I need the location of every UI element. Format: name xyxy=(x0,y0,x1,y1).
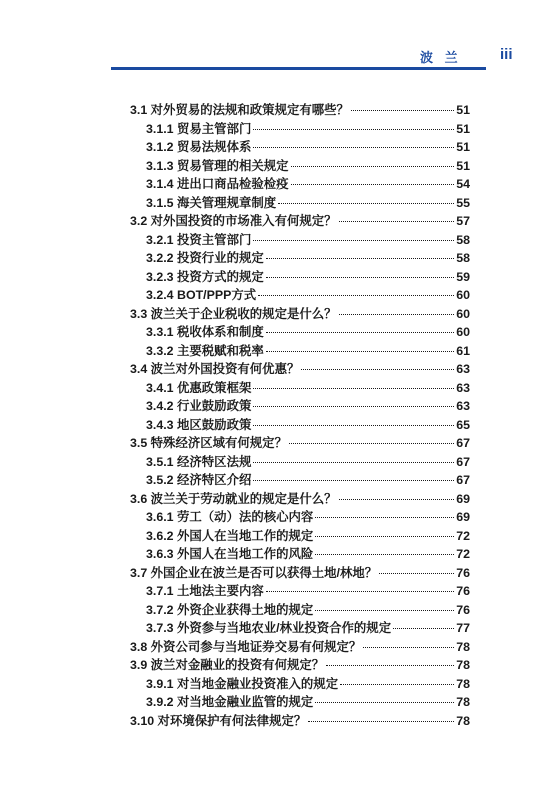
toc-entry-title: 3.2 对外国投资的市场准入有何规定？ xyxy=(130,214,337,228)
toc-entry-title: 3.1.1 贸易主管部门 xyxy=(146,121,252,136)
toc-subsection-entry xyxy=(130,267,470,286)
toc-entry-page: 55 xyxy=(456,195,470,210)
toc-subsection-entry xyxy=(130,544,470,563)
toc-section-entry xyxy=(130,563,470,582)
toc-subsection-entry xyxy=(130,470,470,489)
toc-entry-title: 3.2.3 投资方式的规定 xyxy=(146,269,264,284)
toc-entry-page: 51 xyxy=(456,103,470,117)
toc-entry-title: 3.4.1 优惠政策框架 xyxy=(146,380,252,395)
toc-entry-page: 63 xyxy=(456,399,470,413)
toc-entry-page: 78 xyxy=(456,713,470,728)
toc-entry-title: 3.2.2 投资行业的规定 xyxy=(146,251,264,265)
toc-entry-title: 3.8 外资公司参与当地证券交易有何规定？ xyxy=(130,639,362,654)
toc-section-entry xyxy=(130,211,470,230)
toc-entry-title: 3.7.3 外资参与当地农业/林业投资合作的规定 xyxy=(146,621,392,635)
toc-entry-title: 3.2.1 投资主管部门 xyxy=(146,232,252,247)
toc-entry-title: 3.4.3 地区鼓励政策 xyxy=(146,417,252,432)
toc-dot-leader xyxy=(253,480,454,481)
toc-entry-page: 78 xyxy=(456,695,470,709)
toc-dot-leader xyxy=(326,665,454,666)
toc-entry-page: 69 xyxy=(456,491,470,506)
toc-entry-page: 60 xyxy=(456,325,470,339)
toc-entry-page: 51 xyxy=(456,121,470,136)
toc-entry-title: 3.5.2 经济特区介绍 xyxy=(146,473,252,487)
toc-entry-page: 60 xyxy=(456,306,470,321)
toc-subsection-entry xyxy=(130,322,470,341)
toc-entry-page: 78 xyxy=(456,639,470,654)
toc-entry-page: 72 xyxy=(456,547,470,561)
toc-subsection-entry xyxy=(130,507,470,526)
toc-dot-leader xyxy=(253,240,454,241)
toc-dot-leader xyxy=(379,573,454,574)
toc-dot-leader xyxy=(258,295,454,296)
running-header-title: 波 兰 xyxy=(420,50,462,65)
toc-dot-leader xyxy=(253,406,454,407)
toc-entry-title: 3.1.5 海关管理规章制度 xyxy=(146,195,277,210)
toc-entry-page: 65 xyxy=(456,417,470,432)
toc-dot-leader xyxy=(315,517,454,518)
toc-dot-leader xyxy=(253,462,454,463)
toc-subsection-entry xyxy=(130,248,470,267)
toc-dot-leader xyxy=(339,499,455,500)
toc-entry-title: 3.5 特殊经济区域有何规定？ xyxy=(130,436,287,450)
toc-dot-leader xyxy=(253,388,454,389)
toc-entry-page: 76 xyxy=(456,565,470,580)
toc-entry-page: 58 xyxy=(456,251,470,265)
toc-dot-leader xyxy=(253,147,454,148)
toc-dot-leader xyxy=(315,554,454,555)
toc-entry-title: 3.3.2 主要税赋和税率 xyxy=(146,343,264,358)
toc-entry-page: 67 xyxy=(456,473,470,487)
toc-entry-title: 3.9.2 对当地金融业监管的规定 xyxy=(146,695,314,709)
toc-entry-page: 59 xyxy=(456,269,470,284)
toc-entry-title: 3.7.1 土地法主要内容 xyxy=(146,584,264,598)
toc-section-entry xyxy=(130,433,470,452)
toc-subsection-entry xyxy=(130,618,470,637)
toc-entry-page: 57 xyxy=(456,214,470,228)
toc-entry-page: 63 xyxy=(456,380,470,395)
toc-section-entry xyxy=(130,637,470,656)
table-of-contents xyxy=(130,100,470,729)
toc-subsection-entry xyxy=(130,156,470,175)
toc-entry-title: 3.1 对外贸易的法规和政策规定有哪些？ xyxy=(130,103,349,117)
toc-entry-title: 3.9 波兰对金融业的投资有何规定？ xyxy=(130,658,325,672)
toc-dot-leader xyxy=(253,129,454,130)
toc-entry-title: 3.3.1 税收体系和制度 xyxy=(146,325,264,339)
toc-dot-leader xyxy=(289,443,454,444)
toc-subsection-entry xyxy=(130,526,470,545)
toc-entry-title: 3.9.1 对当地金融业投资准入的规定 xyxy=(146,676,339,691)
toc-dot-leader xyxy=(315,610,454,611)
toc-subsection-entry xyxy=(130,674,470,693)
toc-entry-title: 3.10 对环境保护有何法律规定？ xyxy=(130,713,307,728)
toc-entry-page: 78 xyxy=(456,676,470,691)
toc-section-entry xyxy=(130,489,470,508)
toc-subsection-entry xyxy=(130,600,470,619)
toc-dot-leader xyxy=(301,369,454,370)
toc-dot-leader xyxy=(253,425,454,426)
toc-entry-page: 51 xyxy=(456,140,470,154)
toc-entry-page: 51 xyxy=(456,158,470,173)
toc-subsection-entry xyxy=(130,415,470,434)
toc-subsection-entry xyxy=(130,230,470,249)
toc-dot-leader xyxy=(266,332,454,333)
toc-section-entry xyxy=(130,655,470,674)
toc-entry-page: 67 xyxy=(456,454,470,469)
toc-dot-leader xyxy=(339,221,455,222)
toc-entry-title: 3.4.2 行业鼓励政策 xyxy=(146,399,252,413)
toc-entry-title: 3.6 波兰关于劳动就业的规定是什么？ xyxy=(130,491,337,506)
page-number: iii xyxy=(500,46,513,63)
toc-entry-title: 3.6.1 劳工（动）法的核心内容 xyxy=(146,510,314,524)
toc-subsection-entry xyxy=(130,119,470,138)
toc-dot-leader xyxy=(315,702,454,703)
toc-entry-page: 63 xyxy=(456,362,470,376)
toc-entry-page: 77 xyxy=(456,621,470,635)
toc-subsection-entry xyxy=(130,174,470,193)
toc-entry-page: 76 xyxy=(456,602,470,617)
toc-dot-leader xyxy=(308,721,454,722)
toc-entry-page: 58 xyxy=(456,232,470,247)
toc-dot-leader xyxy=(278,203,454,204)
header-rule xyxy=(111,67,486,70)
toc-entry-page: 54 xyxy=(456,177,470,191)
toc-dot-leader xyxy=(393,628,454,629)
toc-entry-page: 67 xyxy=(456,436,470,450)
toc-section-entry xyxy=(130,359,470,378)
toc-subsection-entry xyxy=(130,452,470,471)
toc-dot-leader xyxy=(315,536,454,537)
toc-subsection-entry xyxy=(130,137,470,156)
toc-entry-page: 78 xyxy=(456,658,470,672)
toc-section-entry xyxy=(130,304,470,323)
toc-dot-leader xyxy=(266,351,454,352)
toc-entry-title: 3.5.1 经济特区法规 xyxy=(146,454,252,469)
toc-entry-page: 69 xyxy=(456,510,470,524)
toc-entry-title: 3.3 波兰关于企业税收的规定是什么？ xyxy=(130,306,337,321)
toc-subsection-entry xyxy=(130,193,470,212)
toc-entry-title: 3.6.2 外国人在当地工作的规定 xyxy=(146,528,314,543)
toc-section-entry xyxy=(130,100,470,119)
toc-dot-leader xyxy=(266,591,454,592)
toc-entry-title: 3.2.4 BOT/PPP方式 xyxy=(146,288,257,302)
toc-dot-leader xyxy=(351,110,454,111)
toc-entry-page: 72 xyxy=(456,528,470,543)
toc-subsection-entry xyxy=(130,378,470,397)
toc-dot-leader xyxy=(363,647,454,648)
toc-entry-title: 3.1.2 贸易法规体系 xyxy=(146,140,252,154)
toc-entry-title: 3.7 外国企业在波兰是否可以获得土地/林地？ xyxy=(130,565,378,580)
toc-dot-leader xyxy=(340,684,454,685)
toc-entry-title: 3.6.3 外国人在当地工作的风险 xyxy=(146,547,314,561)
toc-section-entry xyxy=(130,711,470,730)
toc-dot-leader xyxy=(266,277,454,278)
toc-entry-title: 3.4 波兰对外国投资有何优惠？ xyxy=(130,362,300,376)
toc-dot-leader xyxy=(339,314,455,315)
toc-subsection-entry xyxy=(130,396,470,415)
toc-dot-leader xyxy=(291,166,455,167)
toc-entry-title: 3.1.3 贸易管理的相关规定 xyxy=(146,158,289,173)
toc-dot-leader xyxy=(291,184,455,185)
toc-entry-page: 61 xyxy=(456,343,470,358)
toc-entry-title: 3.1.4 进出口商品检验检疫 xyxy=(146,177,289,191)
toc-entry-page: 60 xyxy=(456,288,470,302)
toc-subsection-entry xyxy=(130,285,470,304)
toc-entry-page: 76 xyxy=(456,584,470,598)
toc-subsection-entry xyxy=(130,581,470,600)
toc-subsection-entry xyxy=(130,341,470,360)
toc-subsection-entry xyxy=(130,692,470,711)
toc-entry-title: 3.7.2 外资企业获得土地的规定 xyxy=(146,602,314,617)
toc-dot-leader xyxy=(266,258,454,259)
